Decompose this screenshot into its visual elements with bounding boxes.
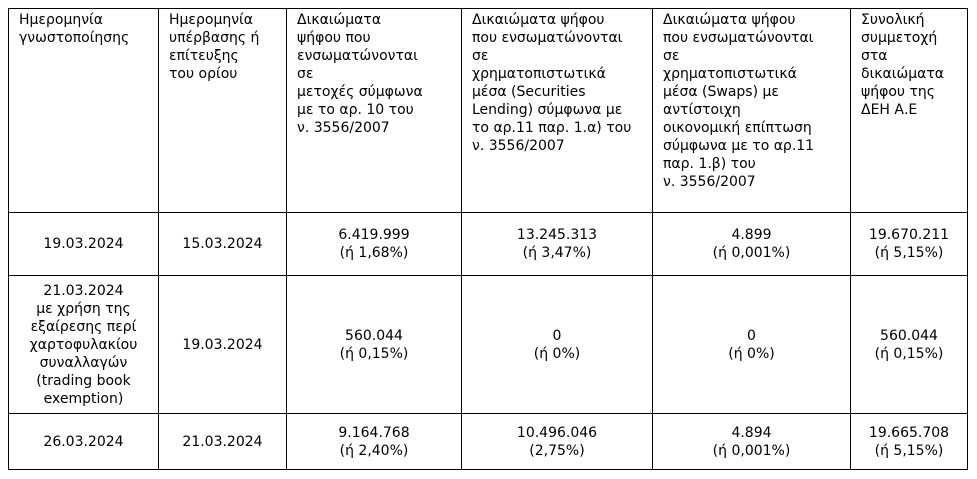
- notification-date-cell: 26.03.2024: [9, 414, 159, 470]
- shares-cell: [287, 414, 462, 470]
- shares-percent: (ή 0,15%): [339, 345, 409, 362]
- shares-percent: (ή 1,68%): [339, 245, 409, 261]
- swaps-value: 4.899: [731, 227, 772, 243]
- shares-value: 6.419.999: [338, 227, 410, 243]
- threshold-date-cell: 21.03.2024: [159, 414, 287, 470]
- securities-lending-percent: (ή 0%): [533, 345, 581, 362]
- header-total-participation: Συνολική συμμετοχή στα δικαιώματα ψήφου της ΔΕΗ Α.Ε: [851, 9, 968, 213]
- total-value: 560.044: [880, 327, 938, 344]
- shares-cell: [287, 213, 462, 276]
- swaps-percent: (ή 0,001%): [712, 442, 791, 459]
- table-row: [9, 414, 968, 470]
- header-shares-voting-rights: Δικαιώματα ψήφου που ενσωματώνονται σε μετοχές σύμφωνα με το αρ. 10 του ν. 3556/2007: [287, 9, 462, 213]
- table-row: [9, 276, 968, 414]
- header-threshold-date: Ημερομηνία υπέρβασης ή επίτευξης του ορίου: [159, 9, 287, 213]
- swaps-value: 0: [747, 327, 756, 344]
- table-row: [9, 213, 968, 276]
- total-percent: (ή 5,15%): [874, 442, 944, 459]
- swaps-percent: (ή 0%): [728, 345, 775, 362]
- notification-date-cell: 21.03.2024 με χρήση της εξαίρεσης περί χαρτοφυλακίου συναλλαγών (trading book exemption): [9, 276, 159, 414]
- total-percent: (ή 0,15%): [874, 345, 944, 362]
- notification-date-cell: 19.03.2024: [9, 213, 159, 276]
- voting-rights-table: [8, 8, 968, 470]
- securities-lending-cell: [462, 276, 653, 414]
- swaps-cell: [653, 213, 851, 276]
- header-notification-date: Ημερομηνία γνωστοποίησης: [9, 9, 159, 213]
- header-securities-lending: Δικαιώματα ψήφου που ενσωματώνονται σε χρηματοπιστωτικά μέσα (Securities Lending) σύμφωνα με το αρ.11 παρ. 1.α) του ν. 3556/2007: [462, 9, 653, 213]
- securities-lending-percent: (2,75%): [529, 442, 585, 459]
- threshold-date-cell: 19.03.2024: [159, 276, 287, 414]
- table-header-row: [9, 9, 968, 213]
- total-cell: [851, 276, 968, 414]
- swaps-cell: [653, 414, 851, 470]
- total-cell: [851, 414, 968, 470]
- securities-lending-percent: (ή 3,47%): [522, 245, 592, 261]
- shares-percent: (ή 2,40%): [339, 442, 409, 459]
- securities-lending-value: 0: [552, 327, 562, 344]
- securities-lending-cell: [462, 414, 653, 470]
- header-swaps: Δικαιώματα ψήφου που ενσωματώνονται σε χρηματοπιστωτικά μέσα (Swaps) με αντίστοιχη οικονομική επίπτωση σύμφωνα με το αρ.11 παρ. 1.β) του ν. 3556/2007: [653, 9, 851, 213]
- shares-value: 9.164.768: [338, 424, 410, 441]
- total-value: 19.665.708: [868, 424, 950, 441]
- securities-lending-value: 10.496.046: [516, 424, 598, 441]
- total-percent: (ή 5,15%): [874, 245, 944, 261]
- threshold-date-cell: 15.03.2024: [159, 213, 287, 276]
- securities-lending-value: 13.245.313: [516, 227, 598, 243]
- total-cell: [851, 213, 968, 276]
- swaps-cell: [653, 276, 851, 414]
- shares-value: 560.044: [345, 327, 403, 344]
- swaps-percent: (ή 0,001%): [712, 245, 791, 261]
- swaps-value: 4.894: [731, 424, 772, 441]
- securities-lending-cell: [462, 213, 653, 276]
- total-value: 19.670.211: [868, 227, 950, 243]
- shares-cell: [287, 276, 462, 414]
